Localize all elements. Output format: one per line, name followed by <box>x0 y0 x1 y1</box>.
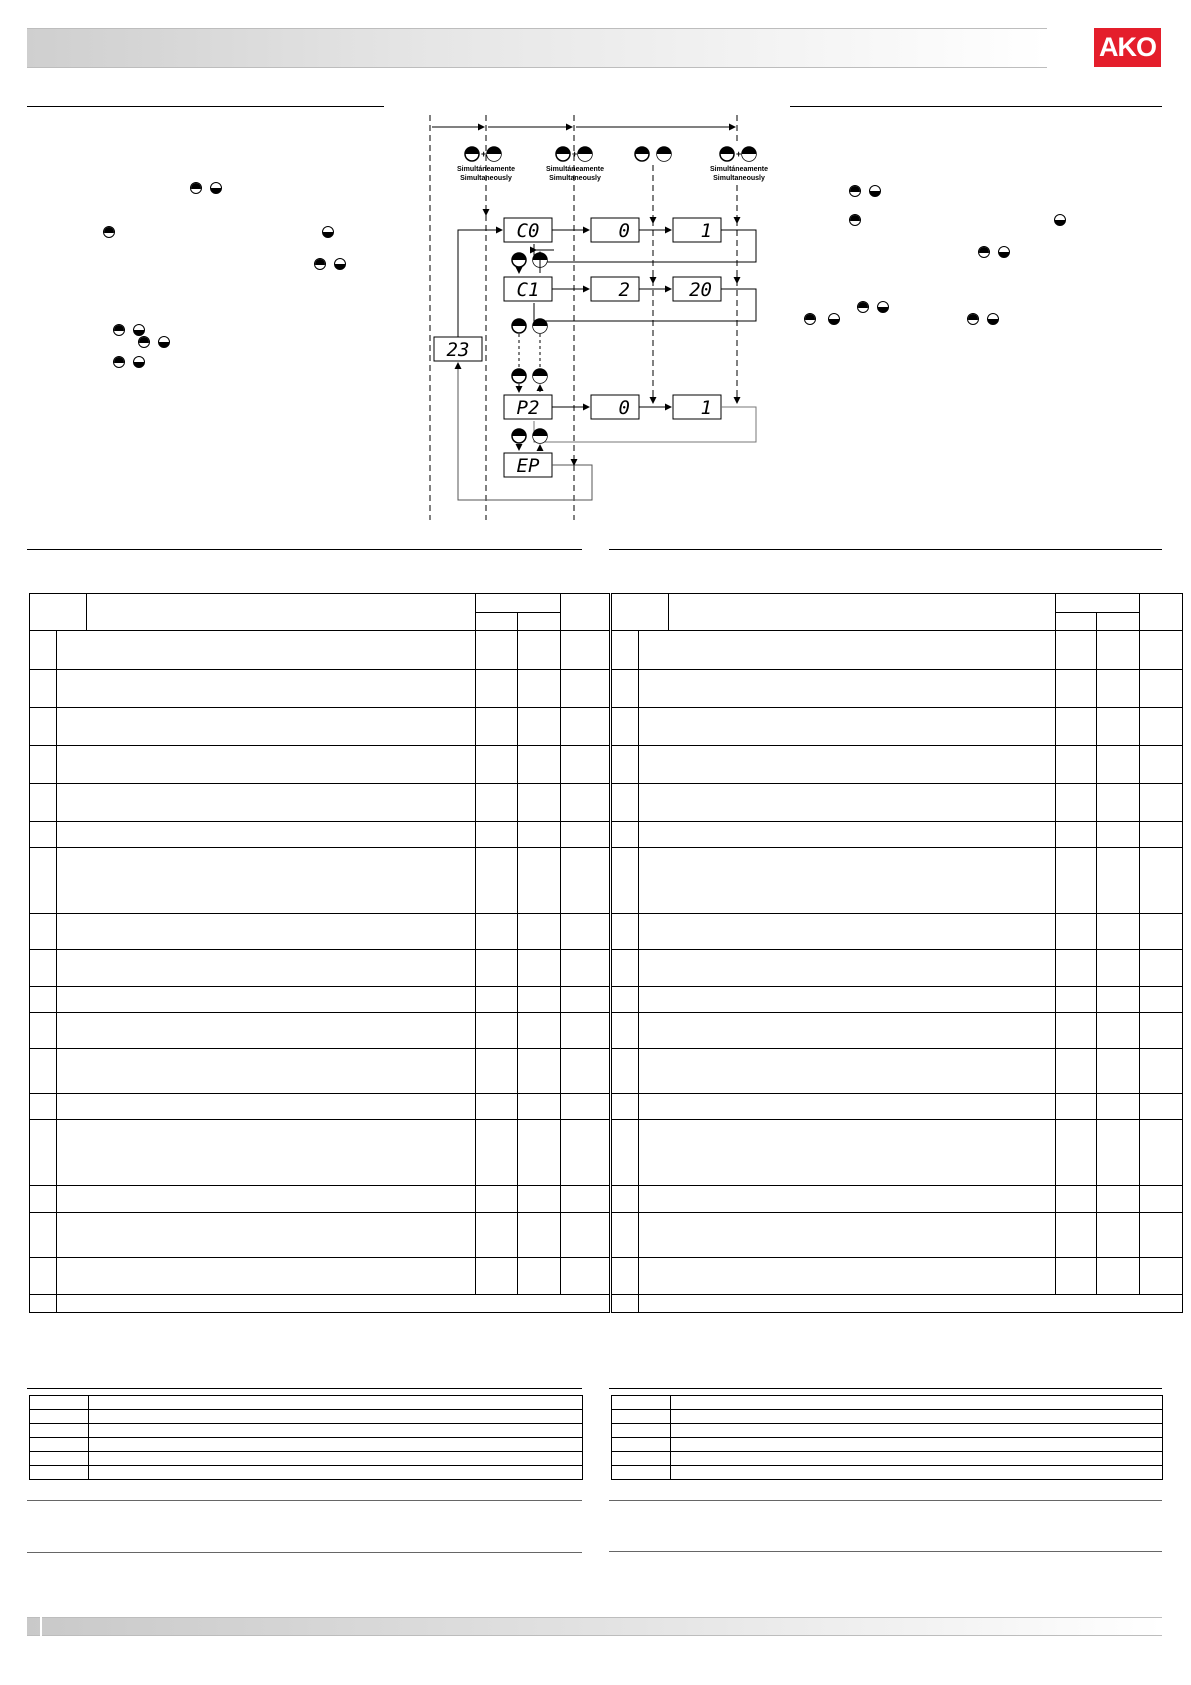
simultaneous-label-es: Simultáneamente <box>457 166 515 173</box>
table-row <box>612 1258 639 1295</box>
down-key-icon <box>1054 214 1066 226</box>
table-row <box>30 1013 57 1049</box>
table-row <box>30 1094 57 1120</box>
table-header-cell <box>518 613 561 631</box>
up-key-icon <box>857 301 869 313</box>
left-parameter-table <box>29 593 610 1313</box>
table-header-cell <box>30 594 87 631</box>
simultaneous-label-en: Simultaneously <box>549 175 601 182</box>
table-row <box>30 822 57 848</box>
table-row <box>30 848 57 914</box>
footer-bar <box>27 1617 1162 1636</box>
table-row <box>30 708 57 746</box>
legend-row <box>30 1438 89 1452</box>
legend-row <box>30 1410 89 1424</box>
table-row <box>30 1120 57 1186</box>
legend-row <box>30 1466 89 1480</box>
down-key-icon <box>322 226 334 238</box>
simultaneous-keys-1 <box>457 147 515 182</box>
simultaneous-label-en: Simultaneously <box>460 175 512 182</box>
legend-row <box>612 1410 671 1424</box>
table-header-cell <box>1097 613 1140 631</box>
table-row <box>30 950 57 987</box>
table-row <box>30 1258 57 1295</box>
table-row <box>30 784 57 822</box>
simultaneous-label-es: Simultáneamente <box>710 166 768 173</box>
left-bottom-rule <box>27 1500 582 1501</box>
table-row <box>30 1295 57 1313</box>
right-parameter-table <box>611 593 1183 1313</box>
simultaneous-label-es: Simultáneamente <box>546 166 604 173</box>
legend-row <box>612 1452 671 1466</box>
svg-text:+: + <box>572 149 578 159</box>
svg-text:+: + <box>481 149 487 159</box>
table-header-cell <box>561 594 610 631</box>
param-code-p2: P2 <box>516 397 540 419</box>
param-code-c1: C1 <box>516 279 540 301</box>
left-section-rule <box>27 106 384 107</box>
up-key-icon <box>113 356 125 368</box>
table-header-cell <box>476 613 518 631</box>
table-row <box>612 950 639 987</box>
right-bottom-rule <box>609 1551 1162 1552</box>
legend-row <box>612 1424 671 1438</box>
up-key-icon <box>967 313 979 325</box>
ako-logo: AKO <box>1094 28 1161 67</box>
param-c1-value-1: 2 <box>618 279 630 301</box>
left-bottom-rule <box>27 1552 582 1553</box>
up-key-icon <box>849 214 861 226</box>
table-row <box>612 708 639 746</box>
table-row <box>30 670 57 708</box>
table-header-cell <box>1056 613 1097 631</box>
up-key-icon <box>103 226 115 238</box>
table-row <box>30 987 57 1013</box>
table-row <box>612 670 639 708</box>
up-key-icon <box>314 258 326 270</box>
param-p2-value-1: 0 <box>618 397 630 419</box>
up-down-keys <box>635 147 671 161</box>
table-row <box>612 1049 639 1094</box>
left-legend-table <box>29 1395 583 1480</box>
down-key-icon <box>158 336 170 348</box>
table-row <box>612 848 639 914</box>
table-row <box>612 822 639 848</box>
up-key-icon <box>190 182 202 194</box>
table-row <box>612 1213 639 1258</box>
table-row <box>612 1013 639 1049</box>
legend-row <box>612 1466 671 1480</box>
table-header-cell <box>1056 594 1140 613</box>
right-legend-table <box>611 1395 1163 1480</box>
down-key-icon <box>869 185 881 197</box>
down-key-icon <box>987 313 999 325</box>
legend-row <box>612 1438 671 1452</box>
table-row <box>612 631 639 670</box>
right-section-rule <box>790 106 1162 107</box>
legend-row <box>30 1396 89 1410</box>
up-key-icon <box>138 336 150 348</box>
table-row <box>30 914 57 950</box>
simultaneous-keys-3 <box>710 147 768 182</box>
table-header-cell <box>1140 594 1183 631</box>
left-legend-rule <box>27 1388 582 1389</box>
table-header-cell <box>669 594 1056 631</box>
footer-notch <box>40 1617 42 1636</box>
left-table-section-rule <box>27 549 582 550</box>
right-table-section-rule <box>609 549 1162 550</box>
down-key-icon <box>998 246 1010 258</box>
table-row <box>612 1094 639 1120</box>
table-header-cell <box>87 594 476 631</box>
table-row <box>30 1213 57 1258</box>
table-row <box>612 1186 639 1213</box>
main-display: 23 <box>446 339 470 361</box>
up-key-icon <box>978 246 990 258</box>
legend-row <box>30 1452 89 1466</box>
table-row <box>30 1049 57 1094</box>
right-bottom-rule <box>609 1500 1162 1501</box>
table-header-cell <box>476 594 561 613</box>
programming-flow-diagram <box>420 105 790 525</box>
param-p2-value-2: 1 <box>700 397 712 419</box>
legend-row <box>612 1396 671 1410</box>
down-key-icon <box>828 313 840 325</box>
param-c1-value-2: 20 <box>689 279 712 301</box>
table-header-cell <box>612 594 669 631</box>
table-row <box>612 746 639 784</box>
table-row <box>30 631 57 670</box>
down-key-icon <box>877 301 889 313</box>
table-row <box>612 1120 639 1186</box>
table-row <box>612 914 639 950</box>
table-row <box>612 1295 639 1313</box>
up-key-icon <box>804 313 816 325</box>
simultaneous-keys-2 <box>546 147 604 182</box>
legend-row <box>30 1424 89 1438</box>
param-c0-value-2: 1 <box>700 220 712 242</box>
table-row <box>30 1186 57 1213</box>
table-row <box>30 746 57 784</box>
svg-text:+: + <box>736 149 742 159</box>
up-key-icon <box>849 185 861 197</box>
param-code-c0: C0 <box>516 220 540 242</box>
down-key-icon <box>133 356 145 368</box>
param-code-ep: EP <box>516 455 540 477</box>
up-key-icon <box>113 324 125 336</box>
table-row <box>612 784 639 822</box>
down-key-icon <box>334 258 346 270</box>
table-row <box>612 987 639 1013</box>
down-key-icon <box>210 182 222 194</box>
down-key-icon <box>133 324 145 336</box>
param-c0-value-1: 0 <box>618 220 630 242</box>
simultaneous-label-en: Simultaneously <box>713 175 765 182</box>
right-legend-rule <box>609 1388 1162 1389</box>
header-bar <box>27 28 1047 68</box>
